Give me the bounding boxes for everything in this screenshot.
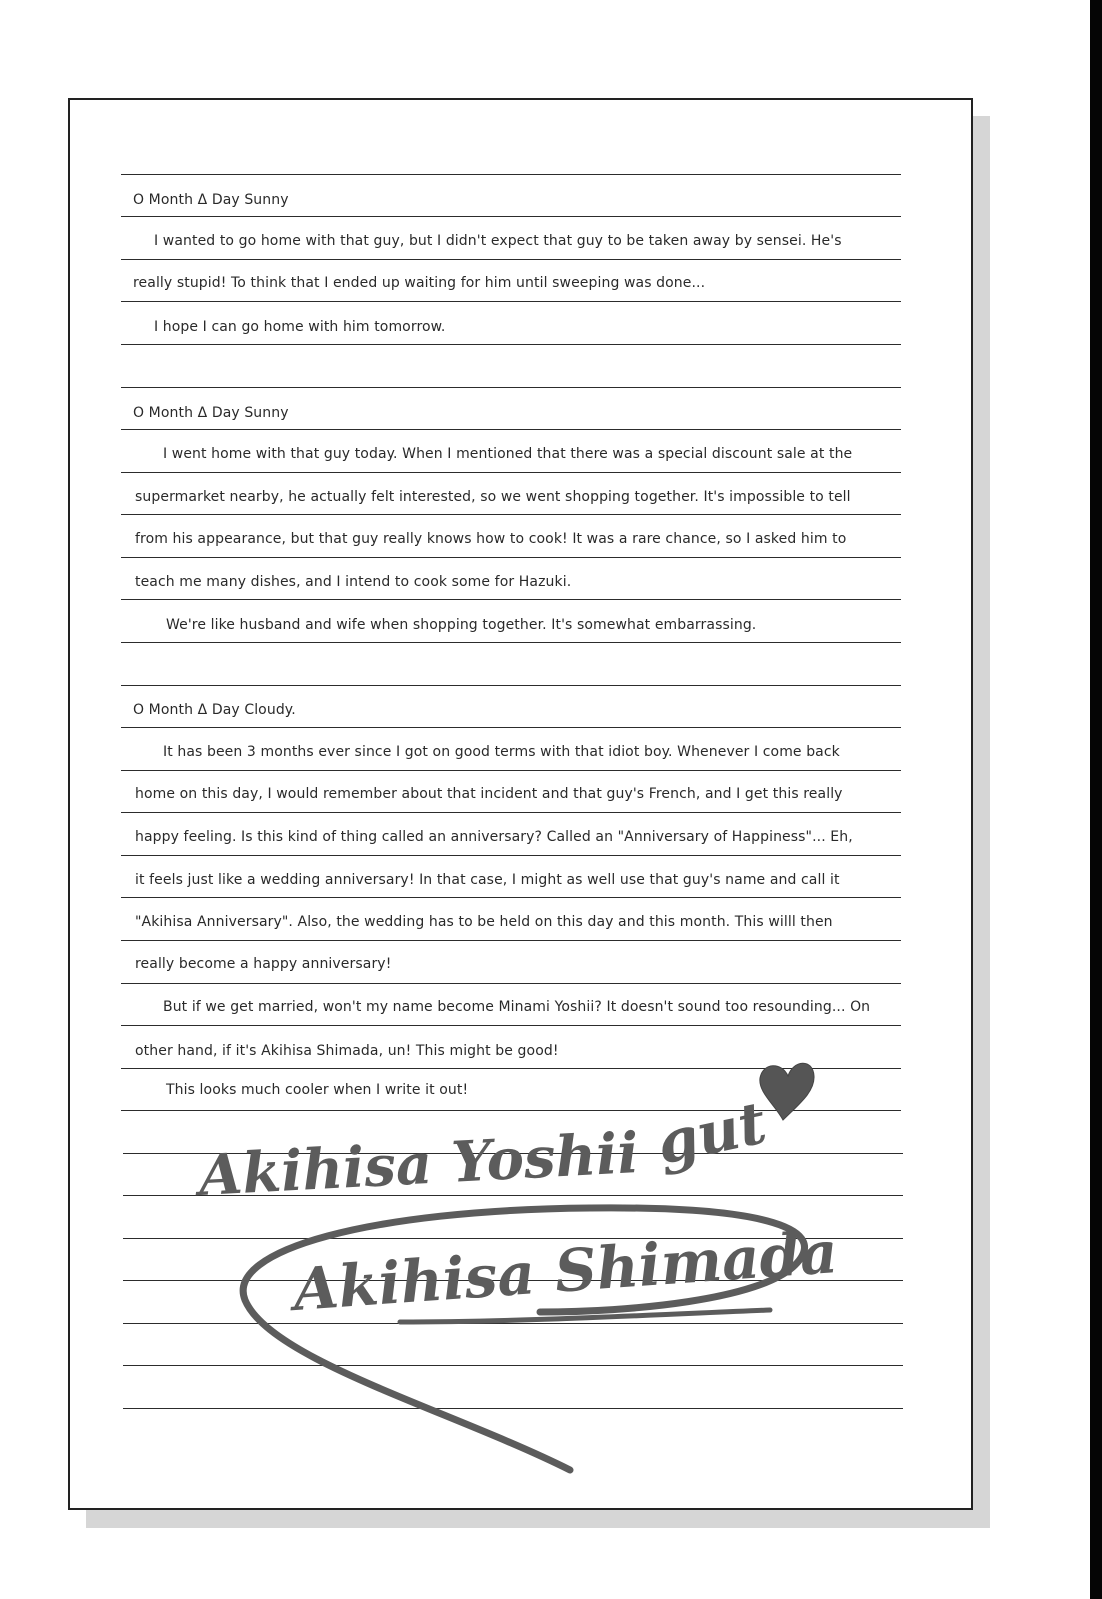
entry-2-line-4: teach me many dishes, and I intend to cook some for Hazuki. (135, 574, 572, 590)
signature-name-2: Akihisa Shimada (291, 1218, 840, 1324)
entry-2-heading: O Month Δ Day Sunny (133, 405, 289, 421)
scan-edge (1090, 0, 1102, 1599)
entry-3-heading: O Month Δ Day Cloudy. (133, 702, 296, 718)
signature-exclamation: gut (650, 1088, 773, 1178)
entry-2-line-1: I went home with that guy today. When I mentioned that there was a special discount sale at the (163, 446, 853, 462)
entry-1-line-2: really stupid! To think that I ended up waiting for him until sweeping was done... (133, 275, 706, 291)
entry-3-line-9: This looks much cooler when I write it out! (166, 1082, 469, 1098)
entry-2-line-3: from his appearance, but that guy really knows how to cook! It was a rare chance, so I asked him to (135, 531, 847, 547)
entry-3-line-3: happy feeling. Is this kind of thing called an anniversary? Called an "Anniversary of Happiness"... Eh, (135, 829, 853, 845)
signature-name-1: Akihisa Yoshii (197, 1120, 641, 1209)
entry-1-line-1: I wanted to go home with that guy, but I didn't expect that guy to be taken away by sensei. He's (154, 233, 842, 249)
entry-3-line-1: It has been 3 months ever since I got on good terms with that idiot boy. Whenever I come back (163, 744, 840, 760)
heart-icon (760, 1063, 814, 1120)
handwriting-layer (70, 100, 971, 1508)
entry-3-line-2: home on this day, I would remember about that incident and that guy's French, and I get this really (135, 786, 843, 802)
entry-1-line-3: I hope I can go home with him tomorrow. (154, 319, 446, 335)
entry-3-line-6: really become a happy anniversary! (135, 956, 392, 972)
entry-3-line-7: But if we get married, won't my name become Minami Yoshii? It doesn't sound too resounding... On (163, 999, 871, 1015)
entry-2-line-5: We're like husband and wife when shopping together. It's somewhat embarrassing. (166, 617, 757, 633)
entry-3-line-5: "Akihisa Anniversary". Also, the wedding has to be held on this day and this month. This willl then (135, 914, 833, 930)
diary-page (68, 98, 973, 1510)
entry-1-heading: O Month Δ Day Sunny (133, 192, 289, 208)
entry-2-line-2: supermarket nearby, he actually felt interested, so we went shopping together. It's impossible to tell (135, 489, 851, 505)
entry-3-line-4: it feels just like a wedding anniversary! In that case, I might as well use that guy's name and call it (135, 872, 840, 888)
entry-3-line-8: other hand, if it's Akihisa Shimada, un! This might be good! (135, 1043, 559, 1059)
